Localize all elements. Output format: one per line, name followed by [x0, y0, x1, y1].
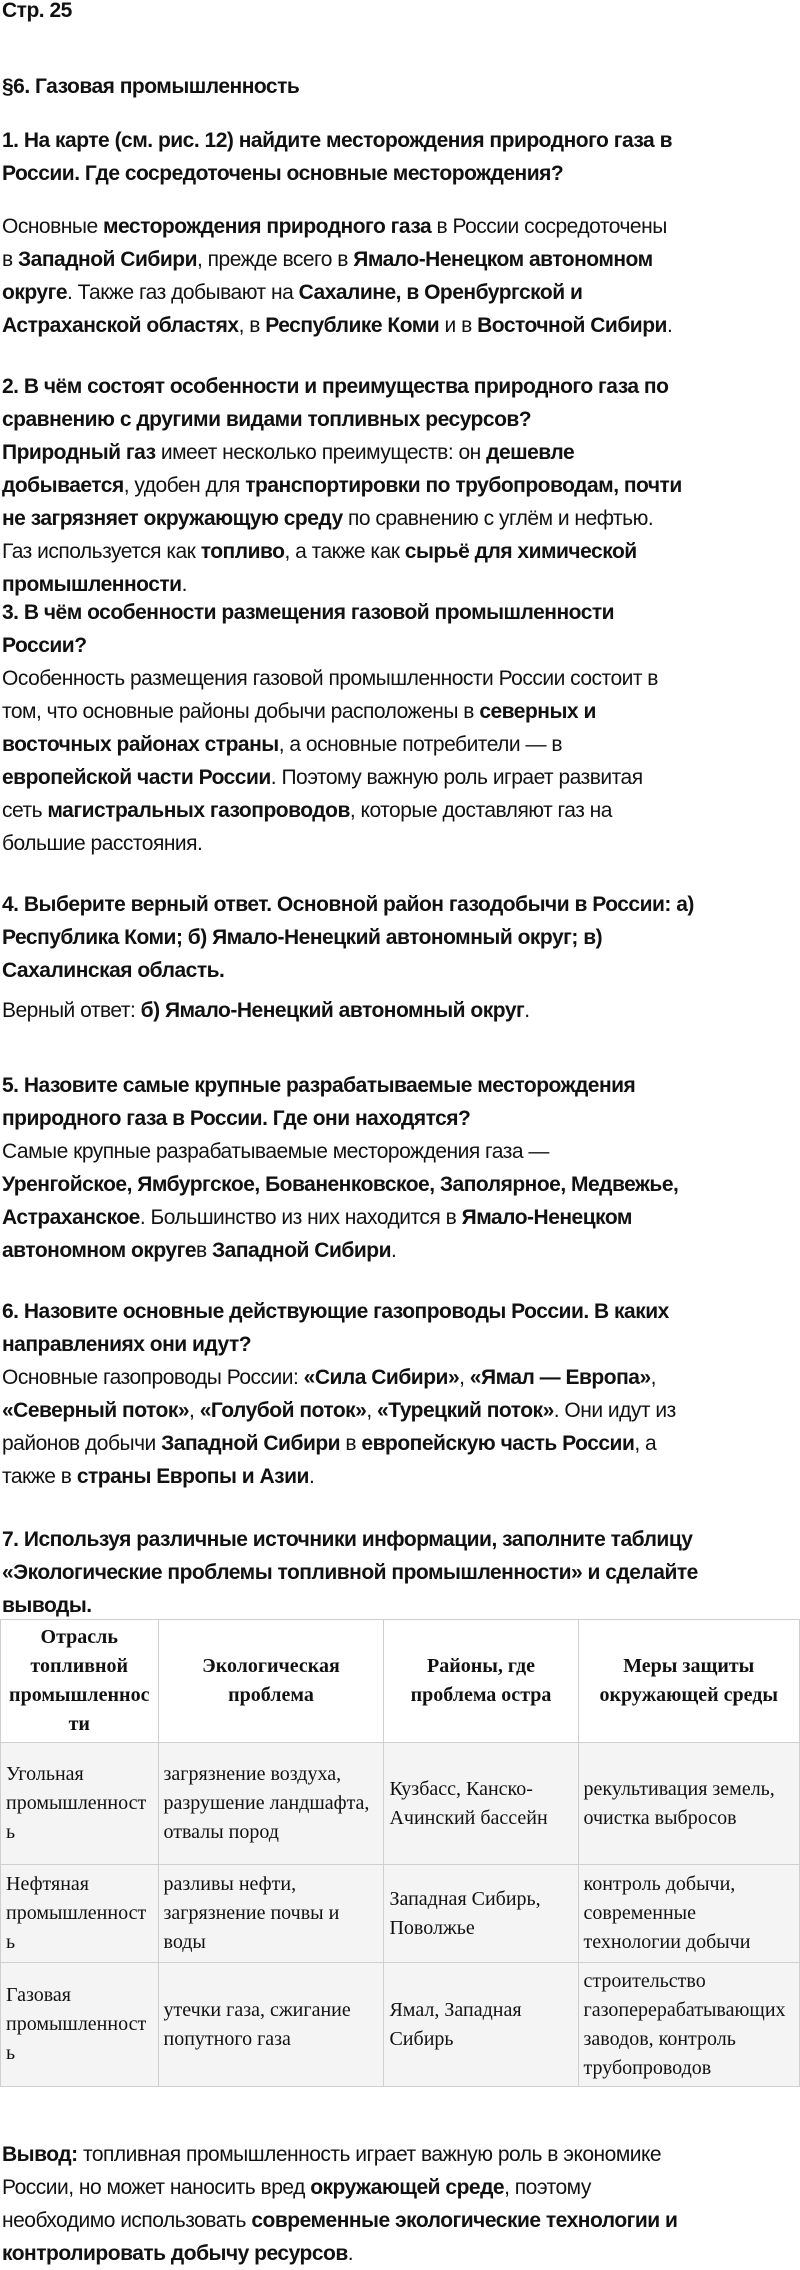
text-line — [2, 1361, 800, 1394]
page-number — [2, 0, 800, 27]
bold-text: Стр. 25 — [2, 0, 72, 22]
text: . — [308, 1465, 315, 1488]
bold-text: 1. На карте (см. рис. 12) найдите месторождения природного газа в — [2, 129, 672, 152]
text-line — [2, 827, 800, 860]
question-4 — [2, 888, 800, 987]
bold-text: Сахалине, в Оренбургской и — [298, 281, 583, 304]
text: . — [347, 2242, 354, 2265]
text: в — [340, 1432, 362, 1455]
text-line — [2, 70, 800, 103]
table-cell: Ямал, Западная Сибирь — [384, 1963, 578, 2087]
answer-2 — [2, 436, 800, 601]
text-line — [2, 1135, 800, 1168]
text: том, что основные районы добычи расположены в — [2, 700, 480, 723]
text-line — [2, 761, 800, 794]
bold-text: округе — [2, 281, 67, 304]
bold-text: «Северный поток» — [2, 1399, 190, 1422]
bold-text: дешевле — [486, 441, 575, 464]
table-row — [1, 1963, 800, 2087]
bold-text: Западной Сибири — [161, 1432, 341, 1455]
text: Основные газопроводы России: — [2, 1366, 304, 1389]
text-line — [2, 124, 800, 157]
text-line — [2, 0, 800, 27]
text: . — [666, 314, 673, 337]
text-line — [2, 728, 800, 761]
bold-text: 5. Назовите самые крупные разрабатываемые месторождения — [2, 1074, 636, 1097]
text-line — [2, 2204, 800, 2237]
text: . — [524, 999, 530, 1022]
table-cell: строительство газоперерабатывающих заводов, контроль трубопроводов — [578, 1963, 799, 2087]
text: . — [391, 1239, 397, 1262]
bold-text: «Голубой поток» — [199, 1399, 367, 1422]
text: . Они идут из — [553, 1399, 676, 1422]
text-line — [2, 403, 800, 436]
text-line — [2, 596, 800, 629]
conclusion — [2, 2138, 800, 2270]
text: . Большинство из них находится в — [139, 1206, 462, 1229]
table-cell: Кузбасс, Канско-Ачинский бассейн — [384, 1743, 578, 1865]
text: большие расстояния. — [2, 832, 203, 855]
text: . Поэтому важную роль играет развитая — [270, 766, 643, 789]
bold-text: Астраханской областях — [2, 314, 239, 337]
text-line — [2, 794, 800, 827]
text-line — [2, 662, 800, 695]
text: , а основные потребители — в — [278, 733, 562, 756]
column-header: Районы, где проблема остра — [384, 1620, 578, 1743]
answer-6 — [2, 1361, 800, 1493]
column-header: Меры защиты окружающей среды — [578, 1620, 799, 1743]
text-line — [2, 436, 800, 469]
text-line — [2, 1394, 800, 1427]
text-line — [2, 309, 800, 342]
text-line — [2, 2138, 800, 2171]
bold-text: страны Европы и Азии — [76, 1465, 309, 1488]
text: России, но может наносить вред — [2, 2176, 311, 2199]
bold-text: европейской части России — [2, 766, 271, 789]
table-cell: Угольная промышленность — [1, 1743, 159, 1865]
answer-4 — [2, 994, 800, 1027]
bold-text: 3. В чём особенности размещения газовой промышленности — [2, 601, 615, 624]
table-cell: Газовая промышленность — [1, 1963, 159, 2087]
bold-text: России. Где сосредоточены основные месторождения? — [2, 162, 564, 185]
question-2 — [2, 370, 800, 436]
bold-text: европейскую часть России — [361, 1432, 635, 1455]
text-line — [2, 469, 800, 502]
bold-text: «Экологические проблемы топливной промышленности» и сделайте — [2, 1561, 698, 1584]
bold-text: Астраханское — [2, 1206, 140, 1229]
text: , — [189, 1399, 200, 1422]
bold-text: Республика Коми; б) Ямало-Ненецкий автономный округ; в) — [2, 926, 603, 949]
answer-1 — [2, 210, 800, 342]
table-cell: рекультивация земель, очистка выбросов — [578, 1743, 799, 1865]
table-cell: контроль добычи, современные технологии добычи — [578, 1865, 799, 1963]
bold-text: магистральных газопроводов — [47, 799, 350, 822]
bold-text: транспортировки по трубопроводам, почти — [245, 474, 682, 497]
bold-text: контролировать добычу ресурсов — [2, 2242, 348, 2265]
ecology-table — [0, 1619, 800, 2087]
text: также в — [2, 1465, 77, 1488]
bold-text: сравнению с другими видами топливных ресурсов? — [2, 408, 532, 431]
text-line — [2, 1102, 800, 1135]
question-1 — [2, 124, 800, 190]
bold-text: б) Ямало-Ненецкий автономный округ — [140, 999, 525, 1022]
bold-text: месторождения природного газа — [102, 215, 432, 238]
question-5 — [2, 1069, 800, 1135]
text-line — [2, 921, 800, 954]
bold-text: 6. Назовите основные действующие газопроводы России. В каких — [2, 1300, 669, 1323]
bold-text: 2. В чём состоят особенности и преимущества природного газа по — [2, 375, 669, 398]
text-line — [2, 1556, 800, 1589]
table-cell: утечки газа, сжигание попутного газа — [158, 1963, 384, 2087]
bold-text: Вывод: — [2, 2143, 78, 2166]
text: . — [181, 573, 187, 596]
text-line — [2, 210, 800, 243]
bold-text: 7. Используя различные источники информации, заполните таблицу — [2, 1528, 693, 1551]
text-line — [2, 1460, 800, 1493]
text-line — [2, 1168, 800, 1201]
bold-text: современные экологические технологии и — [251, 2209, 678, 2232]
text-line — [2, 535, 800, 568]
bold-text: Республике Коми — [265, 314, 440, 337]
bold-text: автономном округе — [2, 1239, 197, 1262]
text: Газ используется как — [2, 540, 201, 563]
text: , в — [238, 314, 266, 337]
text: , а также как — [284, 540, 405, 563]
answer-5 — [2, 1135, 800, 1267]
text: , а — [634, 1432, 657, 1455]
text: по сравнению с углём и нефтью. — [342, 507, 654, 530]
bold-text: сырьё для химической — [404, 540, 637, 563]
bold-text: промышленности — [2, 573, 182, 596]
text: районов добычи — [2, 1432, 162, 1455]
table-cell: разливы нефти, загрязнение почвы и воды — [158, 1865, 384, 1963]
bold-text: Уренгойское, Ямбургское, Бованенковское, Заполярное, Медвежье, — [2, 1173, 679, 1196]
table-cell: загрязнение воздуха, разрушение ландшафта, отвалы пород — [158, 1743, 384, 1865]
text: Верный ответ: — [2, 999, 141, 1022]
bold-text: природного газа в России. Где они находятся? — [2, 1107, 471, 1130]
text: необходимо использовать — [2, 2209, 252, 2232]
text-line — [2, 1234, 800, 1267]
text-line — [2, 954, 800, 987]
text-line — [2, 1328, 800, 1361]
text-line — [2, 629, 800, 662]
text: Основные — [2, 215, 103, 238]
bold-text: добывается — [2, 474, 124, 497]
text-line — [2, 502, 800, 535]
text: в России сосредоточены — [431, 215, 667, 238]
text-line — [2, 243, 800, 276]
text: и в — [439, 314, 478, 337]
bold-text: Сахалинская область. — [2, 959, 225, 982]
text: топливная промышленность играет важную роль в экономике — [77, 2143, 662, 2166]
text: в — [2, 248, 18, 271]
bold-text: Ямало-Ненецком — [461, 1206, 632, 1229]
question-7 — [2, 1523, 800, 1622]
text: , удобен для — [123, 474, 246, 497]
table-header-row — [1, 1620, 800, 1743]
bold-text: Восточной Сибири — [477, 314, 667, 337]
question-6 — [2, 1295, 800, 1361]
text-line — [2, 157, 800, 190]
answer-3 — [2, 662, 800, 860]
bold-text: «Турецкий поток» — [377, 1399, 554, 1422]
bold-text: направлениях они идут? — [2, 1333, 252, 1356]
bold-text: Западной Сибири — [212, 1239, 391, 1262]
table-row — [1, 1865, 800, 1963]
text: Особенность размещения газовой промышленности России состоит в — [2, 667, 658, 690]
text-line — [2, 1295, 800, 1328]
bold-text: топливо — [200, 540, 285, 563]
bold-text: восточных районах страны — [2, 733, 279, 756]
text-line — [2, 276, 800, 309]
table-row — [1, 1743, 800, 1865]
bold-text: выводы. — [2, 1594, 92, 1617]
table-cell: Западная Сибирь, Поволжье — [384, 1865, 578, 1963]
text-line — [2, 1069, 800, 1102]
column-header: Отрасль топливной промышленности — [1, 1620, 159, 1743]
bold-text: 4. Выберите верный ответ. Основной район газодобычи в России: а) — [2, 893, 694, 916]
text-line — [2, 370, 800, 403]
text-line — [2, 2171, 800, 2204]
text-line — [2, 888, 800, 921]
bold-text: Ямало-Ненецком автономном — [353, 248, 653, 271]
text-line — [2, 1201, 800, 1234]
text: , прежде всего в — [196, 248, 354, 271]
text-line — [2, 1589, 800, 1622]
bold-text: Природный газ — [2, 441, 156, 464]
text: , — [366, 1399, 378, 1422]
text: Самые крупные разрабатываемые месторождения газа — — [2, 1140, 549, 1163]
text-line — [2, 695, 800, 728]
bold-text: «Сила Сибири» — [303, 1366, 460, 1389]
bold-text: России? — [2, 634, 87, 657]
text: . Также газ добывают на — [67, 281, 299, 304]
bold-text: §6. Газовая промышленность — [2, 75, 300, 98]
bold-text: не загрязняет окружающую среду — [2, 507, 343, 530]
text-line — [2, 994, 800, 1027]
text-line — [2, 1523, 800, 1556]
bold-text: северных и — [479, 700, 596, 723]
bold-text: окружающей среде — [310, 2176, 505, 2199]
bold-text: «Ямал — Европа» — [469, 1366, 651, 1389]
bold-text: Западной Сибири — [18, 248, 197, 271]
question-3 — [2, 596, 800, 662]
text: в — [196, 1239, 213, 1262]
text: , поэтому — [504, 2176, 591, 2199]
text: , которые доставляют газ на — [349, 799, 612, 822]
table-cell: Нефтяная промышленность — [1, 1865, 159, 1963]
text: сеть — [2, 799, 48, 822]
column-header: Экологическая проблема — [158, 1620, 384, 1743]
text-line — [2, 1427, 800, 1460]
text: , — [459, 1366, 470, 1389]
section-title — [2, 70, 800, 103]
text-line — [2, 2237, 800, 2270]
text: , — [650, 1366, 656, 1389]
text: имеет несколько преимуществ: он — [155, 441, 487, 464]
